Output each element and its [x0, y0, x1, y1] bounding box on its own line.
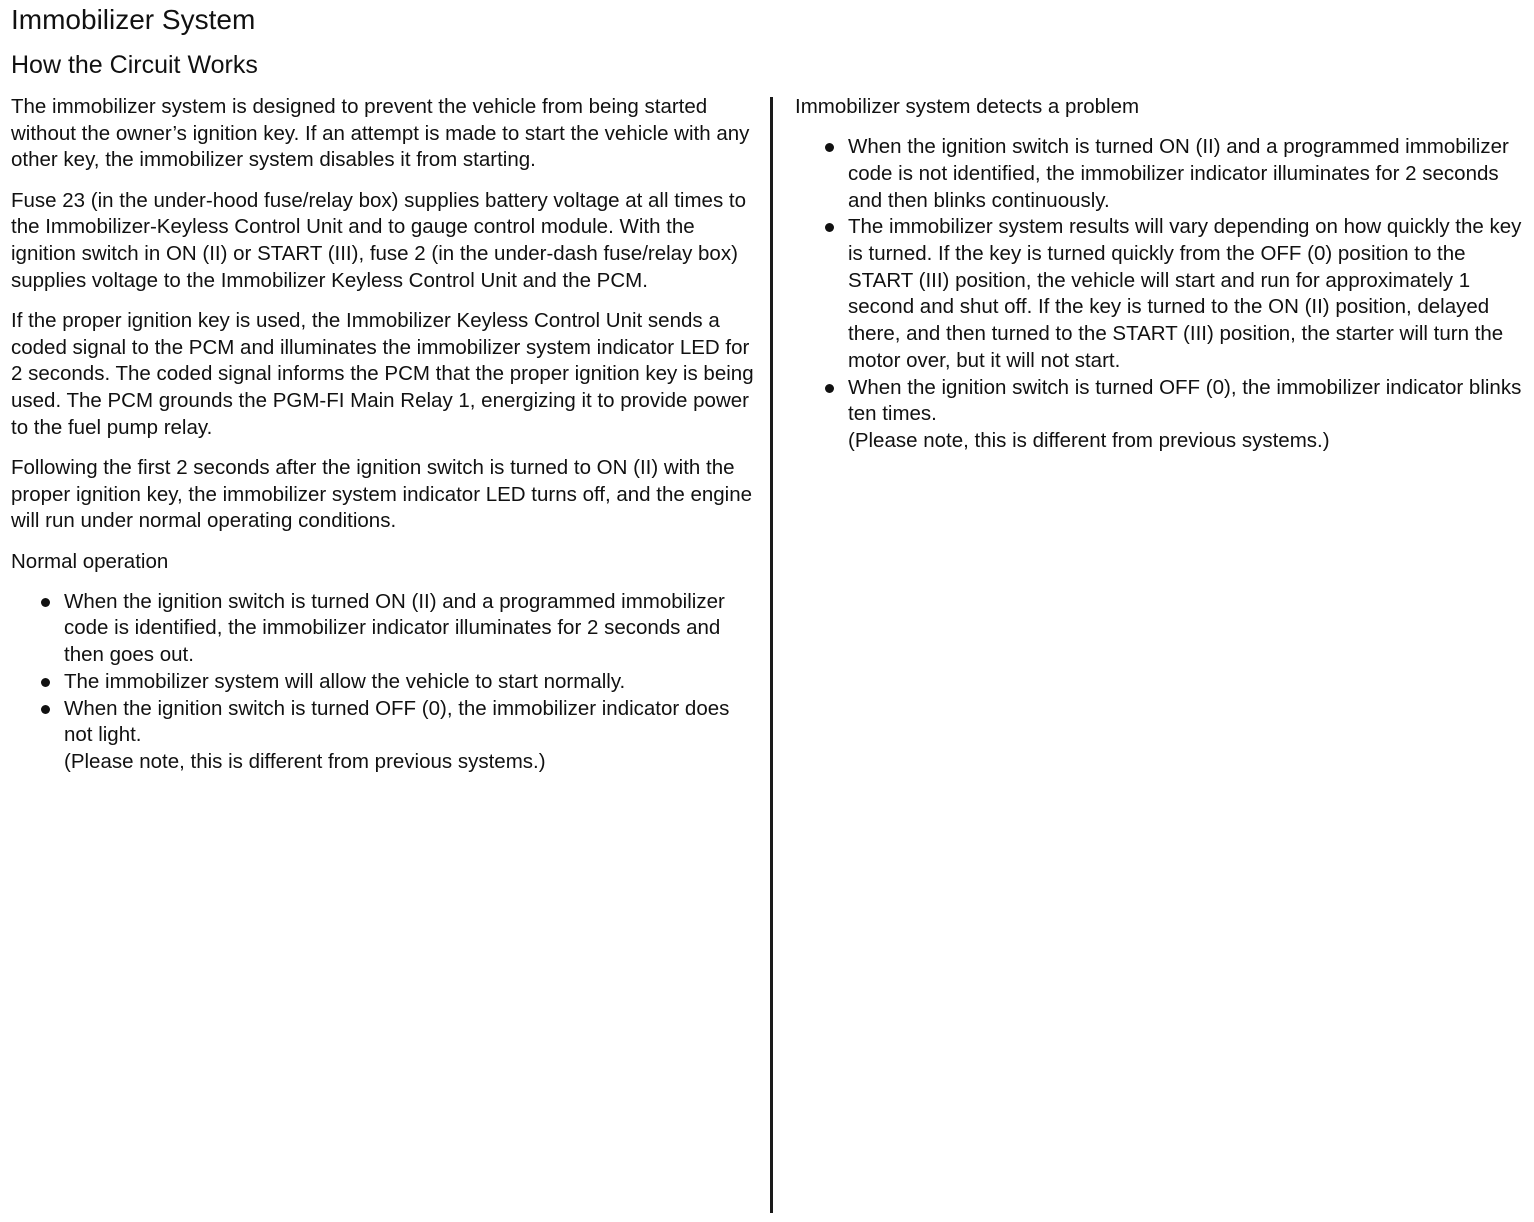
- left-column: [11, 94, 761, 776]
- fuse-paragraph: Fuse 23 (in the under-hood fuse/relay box) supplies battery voltage at all times to the Immobilizer-Keyless Control Unit and to gauge control module. With the ignition switch in ON (II) or START (III), fuse 2 (in the under-dash fuse/relay box) supplies voltage to the Immobilizer Keyless Control Unit and the PCM.: [11, 188, 746, 292]
- list-item-text: When the ignition switch is turned ON (II) and a programmed immobilizer code is identified, the immobilizer indicator illuminates for 2 seconds and then goes out.: [64, 589, 725, 667]
- list-item-note: (Please note, this is different from previous systems.): [64, 749, 546, 773]
- list-item: [795, 375, 1525, 455]
- bullet-icon: [825, 223, 834, 232]
- list-item-note: (Please note, this is different from previous systems.): [848, 428, 1330, 452]
- normal-operation-heading: Normal operation: [11, 549, 169, 573]
- bullet-icon: [41, 598, 50, 607]
- page-subtitle: How the Circuit Works: [11, 51, 258, 79]
- list-item: [795, 214, 1525, 374]
- list-item-text: When the ignition switch is turned OFF (0), the immobilizer indicator blinks ten times.: [848, 375, 1522, 426]
- page-title: Immobilizer System: [11, 4, 256, 35]
- bullet-icon: [825, 143, 834, 152]
- list-item: [11, 696, 761, 776]
- bullet-icon: [825, 384, 834, 393]
- list-item-text: The immobilizer system will allow the vehicle to start normally.: [64, 669, 626, 693]
- right-column: [795, 94, 1525, 455]
- normal-operation-list: [11, 589, 761, 776]
- list-item-text: When the ignition switch is turned ON (II) and a programmed immobilizer code is not identified, the immobilizer indicator illuminates for 2 seconds and then blinks continuously.: [848, 135, 1509, 212]
- list-item: [795, 134, 1525, 214]
- list-item-text: The immobilizer system results will vary depending on how quickly the key is turned. If the key is turned quickly from the OFF (0) position to the START (III) position, the vehicle will start and run for approximately 1 second and shut off. If the key is turned to the ON (II) position, delayed there, and then turned to the START (III) position, the starter will turn the motor over, but it will not start.: [848, 215, 1522, 372]
- proper-key-paragraph: If the proper ignition key is used, the Immobilizer Keyless Control Unit sends a coded signal to the PCM and illuminates the immobilizer system indicator LED for 2 seconds. The coded signal informs the PCM that the proper ignition key is being used. The PCM grounds the PGM-FI Main Relay 1, energizing it to provide power to the fuel pump relay.: [11, 308, 754, 439]
- intro-paragraph: The immobilizer system is designed to prevent the vehicle from being started without the owner’s ignition key. If an attempt is made to start the vehicle with any other key, the immobilizer system disables it from starting.: [11, 95, 750, 172]
- list-item-text: When the ignition switch is turned OFF (0), the immobilizer indicator does not light.: [64, 696, 730, 747]
- problem-detected-heading: Immobilizer system detects a problem: [795, 95, 1140, 118]
- list-item: [11, 589, 761, 669]
- column-divider: [770, 97, 773, 1213]
- problem-detected-list: [795, 134, 1525, 454]
- bullet-icon: [41, 678, 50, 687]
- list-item: [11, 669, 761, 696]
- bullet-icon: [41, 705, 50, 714]
- following-paragraph: Following the first 2 seconds after the ignition switch is turned to ON (II) with the proper ignition key, the immobilizer system indicator LED turns off, and the engine will run under normal operating conditions.: [11, 455, 753, 533]
